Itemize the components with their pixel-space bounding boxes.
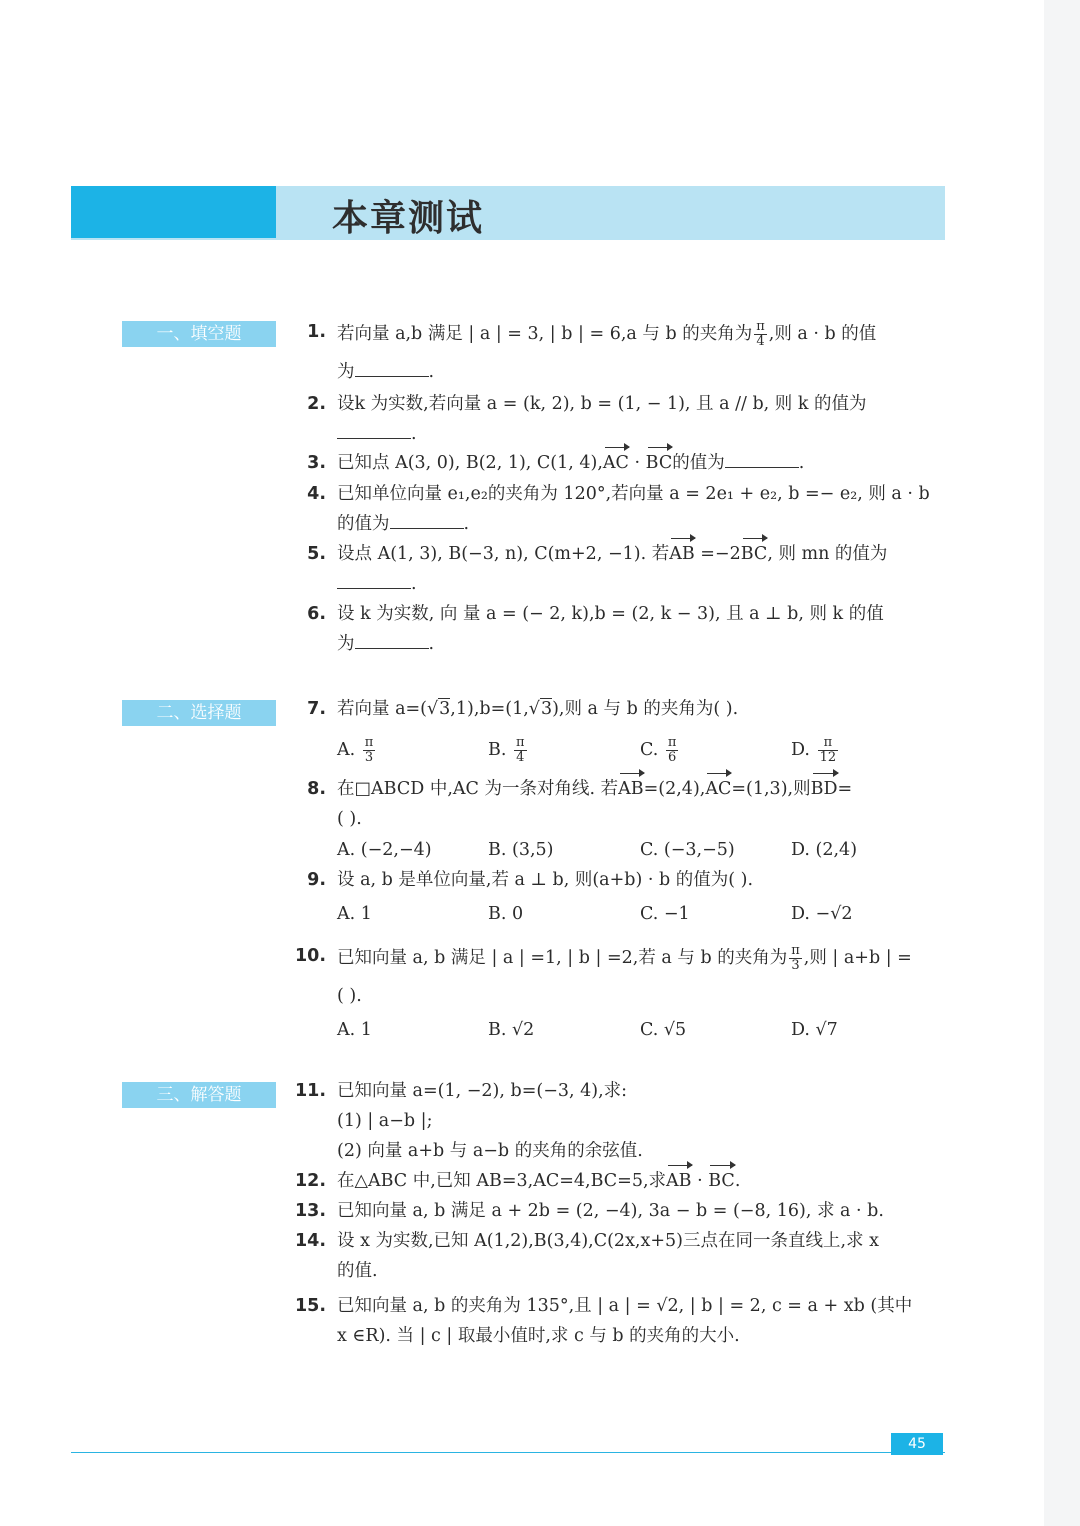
section-label-answer: 三、解答题	[122, 1082, 276, 1108]
question-10-line-2: ( ).	[337, 986, 362, 1006]
fraction: $\frac{\pi}{4}$	[756, 319, 765, 349]
question-6-line-2: 为 .	[337, 634, 435, 654]
question-2-line-2: .	[337, 422, 417, 446]
question-number: 7.	[307, 699, 326, 719]
question-11-line-3: (2) 向量 a+b 与 a−b 的夹角的余弦值.	[337, 1141, 643, 1161]
question-7-line-1: 若向量 a=(√3,1),b=(1,√3),则 a 与 b 的夹角为( ).	[337, 699, 739, 719]
page-number: 45	[891, 1433, 943, 1455]
answer-blank	[337, 572, 411, 589]
title-banner-accent	[71, 186, 276, 238]
answer-blank	[355, 632, 429, 649]
question-number: 9.	[307, 870, 326, 890]
question-5-line-2: .	[337, 572, 417, 596]
option-c: C. (−3,−5)	[640, 840, 735, 860]
option-a: A. $\frac{\pi}{3}$	[337, 735, 374, 765]
question-9-line-1: 设 a, b 是单位向量,若 a ⊥ b, 则(a+b) · b 的值为( ).	[337, 870, 754, 890]
answer-blank	[725, 451, 799, 468]
question-11-line-2: (1) | a−b |;	[337, 1111, 433, 1131]
question-11-line-1: 已知向量 a=(1, −2), b=(−3, 4),求:	[337, 1081, 628, 1101]
question-number: 8.	[307, 779, 326, 799]
answer-blank	[355, 360, 429, 377]
question-8-line-1: 在□ABCD 中,AC 为一条对角线. 若AB=(2,4),AC=(1,3),则BD=	[337, 779, 853, 799]
question-14-line-2: 的值.	[337, 1261, 378, 1281]
question-number: 4.	[307, 484, 326, 504]
option-c: C. $\frac{\pi}{6}$	[640, 735, 677, 765]
option-a: A. 1	[337, 904, 372, 924]
question-number: 13.	[294, 1201, 326, 1221]
question-12-line-1: 在△ABC 中,已知 AB=3,AC=4,BC=5,求AB · BC.	[337, 1171, 741, 1191]
question-number: 1.	[307, 322, 326, 342]
option-b: B. √2	[488, 1020, 535, 1040]
section-label-fill-in: 一、填空题	[122, 321, 276, 347]
question-4-line-1: 已知单位向量 e₁,e₂的夹角为 120°,若向量 a = 2e₁ + e₂, b =− e₂, 则 a · b	[337, 484, 930, 504]
question-14-line-1: 设 x 为实数,已知 A(1,2),B(3,4),C(2x,x+5)三点在同一条直线上,求 x	[337, 1231, 879, 1251]
question-4-line-2: 的值为 .	[337, 514, 470, 534]
question-number: 15.	[294, 1296, 326, 1316]
option-a: A. 1	[337, 1020, 372, 1040]
page-title: 本章测试	[332, 197, 485, 239]
question-number: 14.	[294, 1231, 326, 1251]
question-8-line-2: ( ).	[337, 809, 362, 829]
question-number: 3.	[307, 453, 326, 473]
question-10-line-1: 已知向量 a, b 满足 | a | =1, | b | =2,若 a 与 b 的夹角为 $\frac{\pi}{3}$ ,则 | a+b | =	[337, 943, 912, 973]
question-15-line-1: 已知向量 a, b 的夹角为 135°,且 | a | = √2, | b | = 2, c = a + xb (其中	[337, 1296, 913, 1316]
question-6-line-1: 设 k 为实数, 向 量 a = (− 2, k),b = (2, k − 3), 且 a ⊥ b, 则 k 的值	[337, 604, 884, 624]
question-number: 2.	[307, 394, 326, 414]
question-1-line-1: 若向量 a,b 满足 | a | = 3, | b | = 6,a 与 b 的夹角为 $\frac{\pi}{4}$ ,则 a · b 的值	[337, 319, 877, 349]
question-3-line-1: 已知点 A(3, 0), B(2, 1), C(1, 4),AC · BC的值为 .	[337, 453, 805, 473]
option-d: D. $\frac{\pi}{12}$	[791, 735, 837, 765]
section-label-multiple-choice: 二、选择题	[122, 700, 276, 726]
question-number: 11.	[294, 1081, 326, 1101]
question-number: 5.	[307, 544, 326, 564]
answer-blank	[337, 422, 411, 439]
question-15-line-2: x ∈R). 当 | c | 取最小值时,求 c 与 b 的夹角的大小.	[337, 1326, 740, 1346]
option-d: D. (2,4)	[791, 840, 858, 860]
question-number: 10.	[294, 946, 326, 966]
page-edge-shadow	[1044, 0, 1080, 1526]
option-b: B. $\frac{\pi}{4}$	[488, 735, 525, 765]
question-5-line-1: 设点 A(1, 3), B(−3, n), C(m+2, −1). 若AB =−2BC, 则 mn 的值为	[337, 544, 888, 564]
answer-blank	[390, 512, 464, 529]
question-number: 6.	[307, 604, 326, 624]
question-13-line-1: 已知向量 a, b 满足 a + 2b = (2, −4), 3a − b = (−8, 16), 求 a · b.	[337, 1201, 884, 1221]
option-c: C. √5	[640, 1020, 687, 1040]
option-b: B. (3,5)	[488, 840, 554, 860]
option-d: D. −√2	[791, 904, 853, 924]
option-a: A. (−2,−4)	[337, 840, 432, 860]
option-c: C. −1	[640, 904, 690, 924]
question-number: 12.	[294, 1171, 326, 1191]
footer-rule	[71, 1452, 945, 1453]
question-2-line-1: 设k 为实数,若向量 a = (k, 2), b = (1, − 1), 且 a // b, 则 k 的值为	[337, 394, 867, 414]
option-d: D. √7	[791, 1020, 838, 1040]
option-b: B. 0	[488, 904, 524, 924]
question-1-line-2: 为 .	[337, 362, 435, 382]
